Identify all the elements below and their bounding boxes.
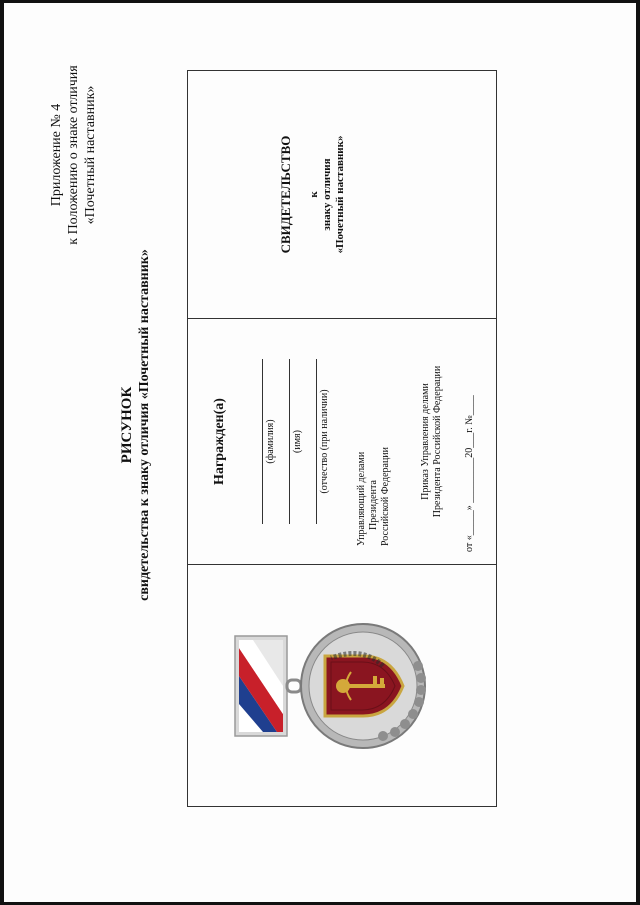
awarded-label: Награжден(а) — [212, 398, 227, 485]
patronymic-field: (отчество (при наличии) — [316, 359, 330, 524]
heading-title: РИСУНОК — [119, 386, 135, 464]
document-heading — [118, 195, 154, 655]
signatory-line-2: Президента — [368, 480, 379, 530]
cover-title: СВИДЕТЕЛЬСТВО — [278, 135, 293, 254]
appendix-line-3: «Почетный наставник» — [83, 85, 98, 225]
appendix-line-2: к Положению о знаке отличия — [66, 65, 81, 245]
cover-panel — [188, 71, 496, 318]
cover-text — [278, 71, 347, 318]
ribbon-block — [235, 636, 287, 736]
certificate-frame — [187, 70, 497, 807]
signatory-line-3: Российской Федерации — [380, 446, 391, 546]
appendix-line-1: Приложение № 4 — [49, 103, 64, 207]
order-date-line: от «_____» _________20___г. №____ — [464, 395, 475, 552]
signatory-line-1: Управляющий делами — [356, 451, 367, 546]
suspension-ring — [287, 680, 301, 692]
order-line-2: Президента Российской Федерации — [432, 365, 443, 518]
heading-subtitle: свидетельства к знаку отличия «Почетный наставник» — [137, 249, 152, 601]
cover-line-2: «Почетный наставник» — [334, 135, 346, 254]
cover-line-1: знаку отличия — [321, 158, 333, 231]
order-line-1: Приказ Управления делами — [420, 383, 431, 500]
signatory-block — [356, 447, 392, 546]
medal-panel — [188, 565, 496, 806]
cover-k: к — [308, 191, 320, 198]
appendix-note — [48, 50, 99, 260]
surname-field: (фамилия) — [262, 359, 276, 524]
name-field: (имя) — [289, 359, 303, 524]
order-block — [420, 319, 444, 564]
inner-text-panel — [188, 319, 496, 564]
medal-illustration — [233, 596, 443, 776]
